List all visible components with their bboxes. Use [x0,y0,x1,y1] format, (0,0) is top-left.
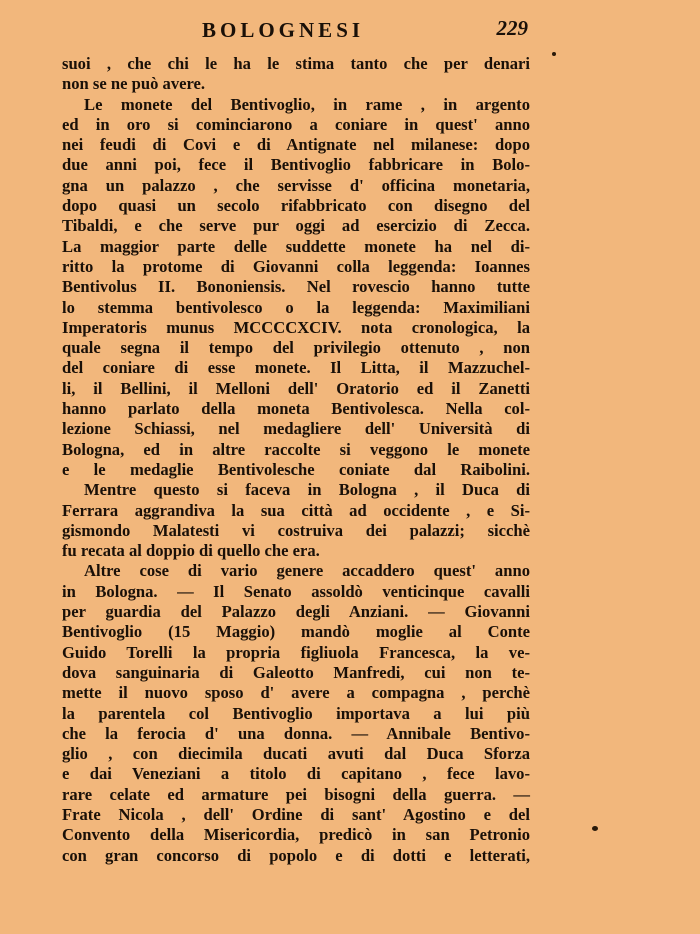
text-line: rare celate ed armature pei bisogni della guerra. — [62,784,530,804]
text-line: nei feudi di Covi e di Antignate nel milanese: dopo [62,135,530,155]
text-line: per guardia del Palazzo degli Anziani. — Giovanni [62,602,530,622]
text-line: La maggior parte delle suddette monete ha nel di- [62,236,530,256]
text-line: ed in oro si cominciarono a coniare in quest' anno [62,114,530,134]
text-line: Altre cose di vario genere accaddero quest' anno [84,561,530,581]
text-line: Frate Nicola , dell' Ordine di sant' Agostino e del [62,804,530,824]
text-line: con gran concorso di popolo e di dotti e letterati, [62,845,530,865]
text-line: Bentivoglio (15 Maggio) mandò moglie al Conte [62,622,530,642]
text-line: in Bologna. — Il Senato assoldò venticinque cavalli [62,581,530,601]
text-line: mette il nuovo sposo d' avere a compagna , perchè [62,683,530,703]
running-title: BOLOGNESI [202,18,365,42]
text-line: e le medaglie Bentivolesche coniate dal Raibolini. [62,459,530,479]
text-line: dova sanguinaria di Galeotto Manfredi, cui non te- [62,662,530,682]
text-line: Ferrara aggrandiva la sua città ad occidente , e Si- [62,500,530,520]
text-line: lezione Schiassi, nel medagliere dell' Università di [62,419,530,439]
ink-speck [592,826,598,831]
text-line: che la ferocia d' una donna. — Annibale Bentivo- [62,723,530,743]
text-line: gismondo Malatesti vi costruiva dei palazzi; sicchè [62,520,530,540]
ink-speck [552,52,556,56]
text-line: Bologna, ed in altre raccolte si veggono le monete [62,439,530,459]
text-line: del coniare di esse monete. Il Litta, il Mazzuchel- [62,358,530,378]
text-line: suoi , che chi le ha le stima tanto che per denari [62,54,530,73]
page-header [64,14,528,44]
text-line: gna un palazzo , che servisse d' officina monetaria, [62,175,530,195]
text-line: la parentela col Bentivoglio importava a lui più [62,703,530,723]
text-line: due anni poi, fece il Bentivoglio fabbricare in Bolo- [62,155,530,175]
text-line: Mentre questo si faceva in Bologna , il Duca di [84,480,530,500]
text-line: quale segna il tempo del privilegio ottenuto , non [62,338,530,358]
text-line: Imperatoris munus MCCCCXCIV. nota cronologica, la [62,317,530,337]
text-line: Tibaldi, e che serve pur oggi ad esercizio di Zecca. [62,216,530,236]
text-line: hanno parlato della moneta Bentivolesca. Nella col- [62,399,530,419]
text-line: fu recata al doppio di quello che era. [62,541,320,561]
page-number: 229 [496,16,528,40]
text-line: glio , con diecimila ducati avuti dal Duca Sforza [62,744,530,764]
text-line: li, il Bellini, il Melloni dell' Oratorio ed il Zanetti [62,378,530,398]
text-line: Bentivolus II. Bononiensis. Nel rovescio hanno tutte [62,277,530,297]
text-line: Guido Torelli la propria figliuola Francesca, la ve- [62,642,530,662]
text-line: e dai Veneziani a titolo di capitano , fece lavo- [62,764,530,784]
text-line: non se ne può avere. [62,74,206,94]
text-line: lo stemma bentivolesco o la leggenda: Maximiliani [62,297,530,317]
text-line: dopo quasi un secolo rifabbricato con disegno del [62,196,530,216]
text-line: Convento della Misericordia, predicò in san Petronio [62,825,530,845]
text-line: Le monete del Bentivoglio, in rame , in argento [84,94,530,114]
body-text [62,54,530,866]
text-line: ritto la protome di Giovanni colla leggenda: Ioannes [62,256,530,276]
